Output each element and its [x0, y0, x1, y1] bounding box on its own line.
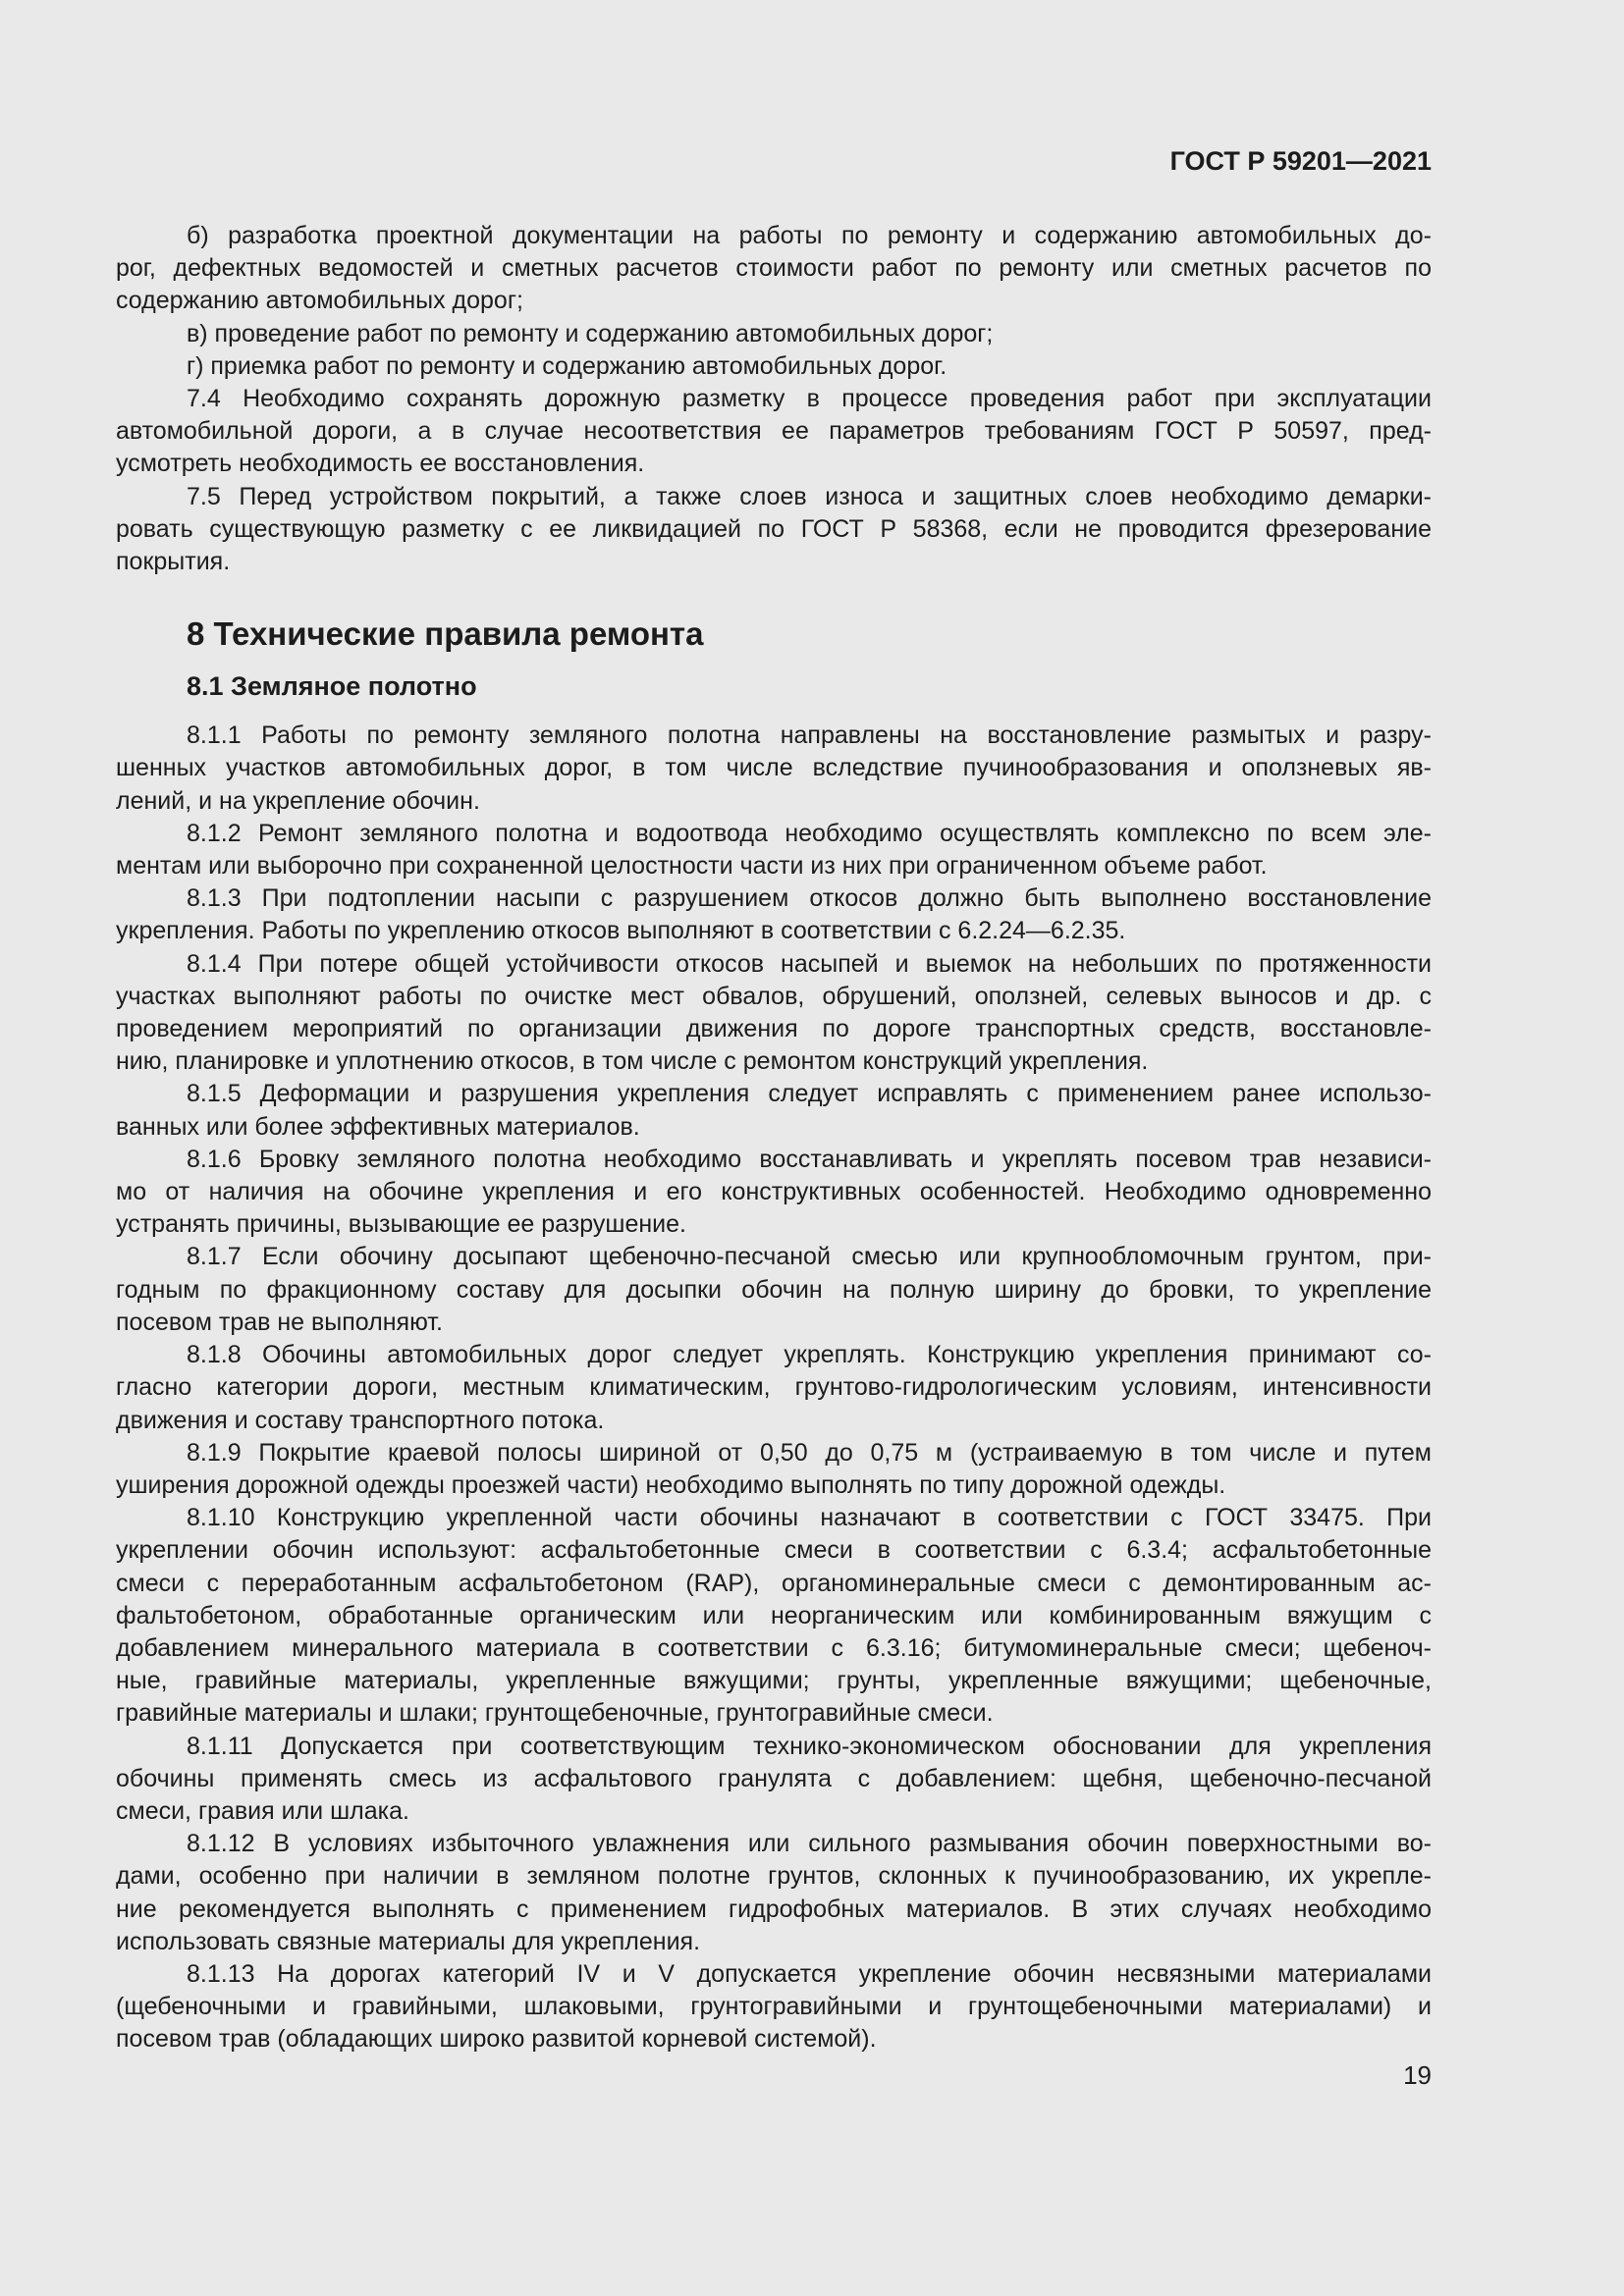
- paragraph: [116, 1437, 1432, 1502]
- text-line: 8.1.4 При потере общей устойчивости откосов насыпей и выемок на небольших по протяженности: [187, 949, 1432, 978]
- document-content: [116, 220, 1432, 2056]
- text-line: ментам или выборочно при сохраненной целостности части из них при ограниченном объеме работ.: [116, 852, 1268, 881]
- paragraph: [116, 1339, 1432, 1437]
- text-line: ные, гравийные материалы, укрепленные вяжущими; грунты, укрепленные вяжущими; щебеночные,: [116, 1667, 1432, 1695]
- paragraph: [116, 1144, 1432, 1242]
- text-line: участках выполняют работы по очистке мест обвалов, обрушений, оползней, селевых выносов и др. с: [116, 982, 1432, 1010]
- paragraph: [116, 1502, 1432, 1730]
- text-line: 7.5 Перед устройством покрытий, а также слоев износа и защитных слоев необходимо демарки-: [187, 482, 1432, 510]
- text-line: ванных или более эффективных материалов.: [116, 1112, 640, 1141]
- text-line: 8.1.10 Конструкцию укрепленной части обочины назначают в соответствии с ГОСТ 33475. При: [187, 1504, 1432, 1532]
- text-line: лений, и на укрепление обочин.: [116, 786, 480, 815]
- paragraph: [116, 1241, 1432, 1339]
- text-line: г) приемка работ по ремонту и содержанию автомобильных дорог.: [187, 351, 947, 380]
- text-line: 8.1.2 Ремонт земляного полотна и водоотвода необходимо осуществлять комплексно по всем эле-: [187, 819, 1432, 847]
- text-line: фальтобетоном, обработанные органическим или неорганическим или комбинированным вяжущим с: [116, 1601, 1432, 1629]
- text-line: дами, особенно при наличии в земляном полотне грунтов, склонных к пучинообразованию, их укрепле-: [116, 1862, 1432, 1891]
- text-line: содержанию автомобильных дорог;: [116, 287, 523, 315]
- text-line: использовать связные материалы для укрепления.: [116, 1927, 701, 1955]
- paragraph: [116, 220, 1432, 318]
- text-line: ровать существующую разметку с ее ликвидацией по ГОСТ Р 58368, если не проводится фрезерование: [116, 514, 1432, 543]
- paragraph: [116, 882, 1432, 947]
- text-line: б) разработка проектной документации на работы по ремонту и содержанию автомобильных до-: [187, 222, 1432, 249]
- text-line: движения и составу транспортного потока.: [116, 1406, 605, 1434]
- text-line: проведением мероприятий по организации движения по дороге транспортных средств, восстановле-: [116, 1015, 1432, 1043]
- text-line: в) проведение работ по ремонту и содержанию автомобильных дорог;: [187, 319, 994, 347]
- text-line: 8.1.12 В условиях избыточного увлажнения или сильного размывания обочин поверхностными во-: [187, 1830, 1432, 1858]
- paragraph: [116, 383, 1432, 481]
- page-number: 19: [1403, 2060, 1432, 2090]
- paragraph: [116, 1828, 1432, 1958]
- text-line: (щебеночными и гравийными, шлаковыми, грунтогравийными и грунтощебеночными материалами) и: [116, 1993, 1432, 2021]
- text-line: посевом трав не выполняют.: [116, 1308, 443, 1336]
- document-code-header: ГОСТ Р 59201—2021: [1169, 146, 1432, 176]
- text-line: ние рекомендуется выполнять с применением гидрофобных материалов. В этих случаях необходимо: [116, 1895, 1432, 1923]
- paragraph: [116, 318, 1432, 350]
- text-line: добавлением минерального материала в соответствии с 6.3.16; битумоминеральные смеси; щебеноч-: [116, 1633, 1432, 1662]
- text-line: укреплении обочин используют: асфальтобетонные смеси в соответствии с 6.3.4; асфальтобетонные: [116, 1536, 1432, 1565]
- text-line: шенных участков автомобильных дорог, в том числе вследствие пучинообразования и оползневых яв-: [116, 754, 1432, 782]
- text-line: годным по фракционному составу для досыпки обочин на полную ширину до бровки, то укрепление: [116, 1275, 1432, 1304]
- text-line: 8.1.7 Если обочину досыпают щебеночно-песчаной смесью или крупнообломочным грунтом, при-: [187, 1243, 1432, 1271]
- text-line: укрепления. Работы по укреплению откосов выполняют в соответствии с 6.2.24—6.2.35.: [116, 917, 1126, 945]
- paragraph: [116, 350, 1432, 383]
- subsection-heading: 8.1 Земляное полотно: [187, 671, 477, 702]
- paragraph: [116, 1078, 1432, 1143]
- text-line: усмотреть необходимость ее восстановления.: [116, 450, 645, 478]
- text-line: 8.1.6 Бровку земляного полотна необходимо восстанавливать и укреплять посевом трав независи-: [187, 1145, 1432, 1173]
- text-line: смеси с переработанным асфальтобетоном (RAP), органоминеральные смеси с демонтированным ас-: [116, 1569, 1432, 1597]
- text-line: 8.1.1 Работы по ремонту земляного полотна направлены на восстановление размытых и разру-: [187, 721, 1432, 750]
- text-line: 8.1.5 Деформации и разрушения укрепления следует исправлять с применением ранее использо-: [187, 1080, 1432, 1108]
- text-line: смеси, гравия или шлака.: [116, 1796, 409, 1825]
- paragraph: [116, 818, 1432, 882]
- text-line: гравийные материалы и шлаки; грунтощебеночные, грунтогравийные смеси.: [116, 1699, 994, 1728]
- text-line: посевом трав (обладающих широко развитой корневой системой).: [116, 2025, 877, 2054]
- paragraph: [116, 1958, 1432, 2056]
- text-line: нию, планировке и уплотнению откосов, в том числе с ремонтом конструкций укрепления.: [116, 1047, 1149, 1076]
- text-line: 8.1.11 Допускается при соответствующим технико-экономическом обосновании для укрепления: [187, 1732, 1432, 1760]
- text-line: автомобильной дороги, а в случае несоответствия ее параметров требованиям ГОСТ Р 50597, пред-: [116, 417, 1432, 446]
- text-line: рог, дефектных ведомостей и сметных расчетов стоимости работ по ремонту или сметных расчетов по: [116, 254, 1432, 283]
- text-line: обочины применять смесь из асфальтового гранулята с добавлением: щебня, щебеночно-песчаной: [116, 1764, 1432, 1792]
- paragraph: [116, 481, 1432, 579]
- text-line: 8.1.13 На дорогах категорий IV и V допускается укрепление обочин несвязными материалами: [187, 1959, 1432, 1988]
- text-line: 7.4 Необходимо сохранять дорожную разметку в процессе проведения работ при эксплуатации: [187, 385, 1432, 413]
- text-line: 8.1.8 Обочины автомобильных дорог следует укреплять. Конструкцию укрепления принимают со-: [187, 1341, 1432, 1369]
- text-line: гласно категории дороги, местным климатическим, грунтово-гидрологическим условиям, интенсивности: [116, 1373, 1432, 1402]
- text-line: уширения дорожной одежды проезжей части) необходимо выполнять по типу дорожной одежды.: [116, 1470, 1226, 1499]
- paragraph: [116, 948, 1432, 1079]
- section-heading: 8 Технические правила ремонта: [187, 615, 704, 653]
- text-line: покрытия.: [116, 548, 231, 576]
- paragraph: [116, 1731, 1432, 1829]
- text-line: 8.1.3 При подтоплении насыпи с разрушением откосов должно быть выполнено восстановление: [187, 884, 1432, 913]
- text-line: устранять причины, вызывающие ее разрушение.: [116, 1210, 686, 1239]
- text-line: мо от наличия на обочине укрепления и его конструктивных особенностей. Необходимо одновременно: [116, 1178, 1432, 1206]
- text-line: 8.1.9 Покрытие краевой полосы шириной от 0,50 до 0,75 м (устраиваемую в том числе и путем: [187, 1438, 1432, 1467]
- paragraph: [116, 720, 1432, 818]
